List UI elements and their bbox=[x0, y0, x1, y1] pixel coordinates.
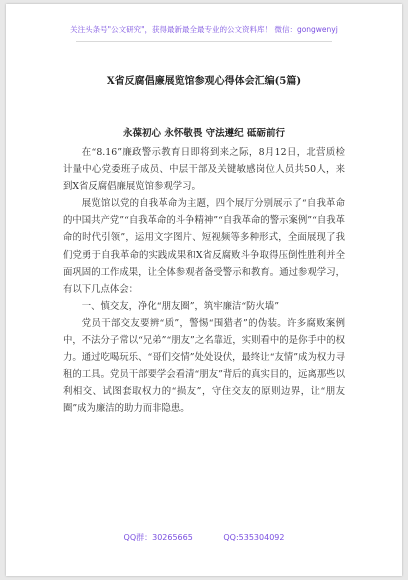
header-divider bbox=[76, 41, 332, 42]
section-heading: 永葆初心 永怀敬畏 守法遵纪 砥砺前行 bbox=[123, 128, 285, 139]
header-promo-note: 关注头条号"公文研究"，获得最新最全最专业的公文资料库！ 微信：gongwenyj bbox=[70, 25, 338, 34]
paragraph: 党员干部交友要辨“质”，警惕“围猎者”的伪装。许多腐败案例中，不法分子常以“兄弟”“朋友”之名靠近，实则看中的是你手中的权力。通过吃喝玩乐、“哥们交情”处处设伏，最终让“友情”成为权力寻租的工具。党员干部要学会看清“朋友”背后的真实目的，远离那些以利相交、试图套取权力的“损友”，守住交友的原则边界，让“朋友圈”成为廉洁的助力而非隐患。 bbox=[63, 317, 345, 415]
document-title: X省反腐倡廉展览馆参观心得体会汇编(5篇) bbox=[106, 76, 302, 87]
footer-qq: QQ:535304092 bbox=[223, 533, 285, 542]
paragraph: 展览馆以党的自我革命为主题，四个展厅分别展示了“自我革命的中国共产党”“自我革命的斗争精神”“自我革命的警示案例”“自我革命的时代引领”，运用文字图片、短视频等多种形式，全面展现了我们党勇于自我革命的实践成果和X省反腐败斗争取得压倒性胜利并全面巩固的工作成果，让全体参观者备受警示和教育。通过参观学习，有以下几点体会： bbox=[63, 198, 345, 295]
paragraph: 在“8.16”廉政警示教育日即将到来之际，8月12日，北营质检计量中心党委班子成员、中层干部及关键敏感岗位人员共50人，来到X省反腐倡廉展览馆参观学习。 bbox=[63, 147, 345, 193]
footer-contact bbox=[6, 532, 402, 543]
footer-qq-group: QQ群：30265665 bbox=[123, 533, 193, 542]
document-page bbox=[6, 4, 402, 576]
document-body bbox=[63, 144, 345, 418]
paragraph-subheading: 一、慎交友，净化“朋友圈”，筑牢廉洁“防火墙” bbox=[81, 300, 280, 312]
